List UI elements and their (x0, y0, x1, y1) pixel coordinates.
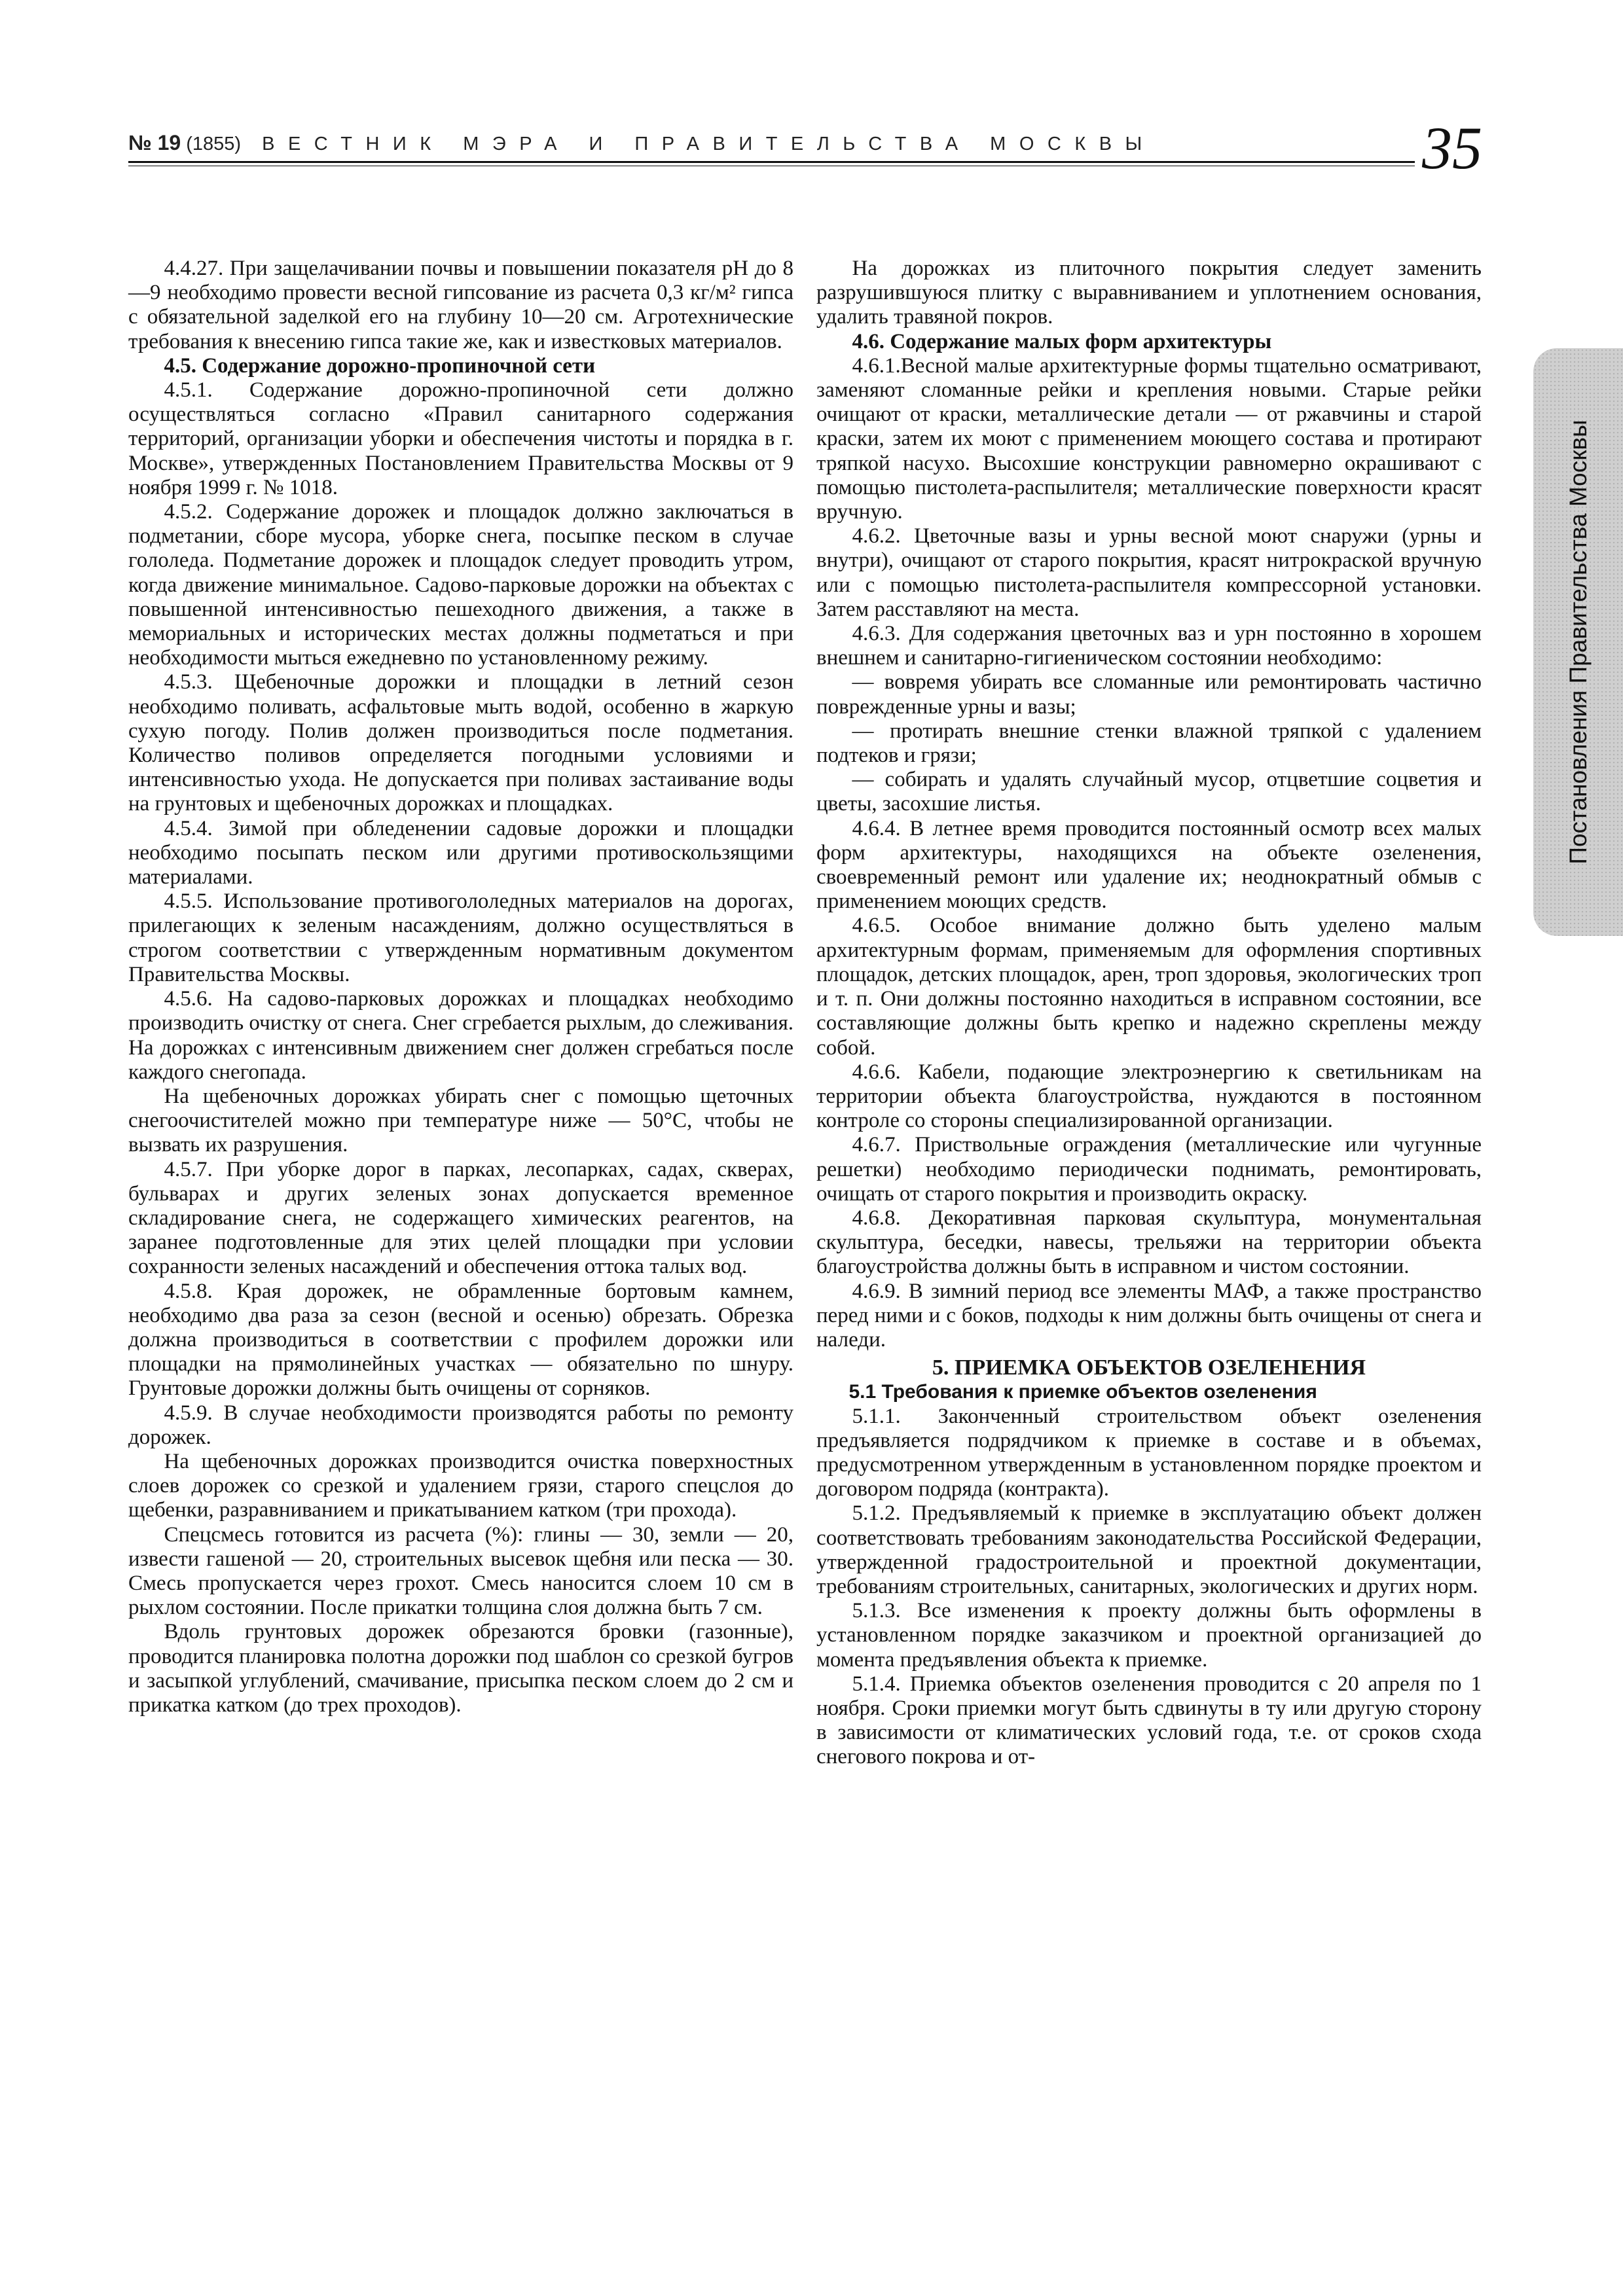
journal-title: ВЕСТНИК МЭРА И ПРАВИТЕЛЬСТВА МОСКВЫ (262, 134, 1156, 154)
paragraph: 4.6.4. В летнее время проводится постоянный осмотр всех малых форм архитектуры, находящихся на объекте озеленения, своевременный ремонт или удаление их; неоднократный обмыв с применением моющих средств. (816, 816, 1482, 914)
paragraph: — собирать и удалять случайный мусор, отцветшие соцветия и цветы, засохшие листья. (816, 768, 1482, 816)
paragraph: 4.6.5. Особое внимание должно быть уделено малым архитектурным формам, применяемым для оформления спортивных площадок, детских площадок, арен, троп здоровья, экологических троп и т. п. Они должны постоянно находиться в исправном состоянии, все составляющие должны быть крепко и надежно скреплены между собой. (816, 914, 1482, 1060)
header-line (128, 131, 1156, 155)
paragraph: 4.6.8. Декоративная парковая скульптура, монументальная скульптура, беседки, навесы, трельяжи на территории объекта благоустройства должны быть в исправном и чистом состоянии. (816, 1206, 1482, 1279)
side-tab-label: Постановления Правительства Москвы (1564, 420, 1592, 865)
paragraph: Спецсмесь готовится из расчета (%): глины — 30, земли — 20, извести гашеной — 20, строительных высевок щебня или песка — 30. Смесь пропускается через грохот. Смесь наносится слоем 10 см в рыхлом состоянии. После прикатки толщина слоя должна быть 7 см. (128, 1522, 793, 1620)
paragraph: — протирать внешние стенки влажной тряпкой с удалением подтеков и грязи; (816, 719, 1482, 768)
header-rule (128, 161, 1415, 163)
paragraph: 5.1.3. Все изменения к проекту должны быть оформлены в установленном порядке заказчиком и проектной организацией до момента предъявления объекта к приемке. (816, 1599, 1482, 1672)
section-heading: 4.6. Содержание малых форм архитектуры (852, 329, 1272, 353)
paragraph: 4.5.8. Края дорожек, не обрамленные бортовым камнем, необходимо два раза за сезон (весной и осенью) обрезать. Обрезка должна производиться в соответствии с профилем дорожки или площадки на прямолинейных участках — обязательно по шнуру. Грунтовые дорожки должны быть очищены от сорняков. (128, 1279, 793, 1401)
running-header (128, 128, 1415, 168)
paragraph: 4.6.1.Весной малые архитектурные формы тщательно осматривают, заменяют сломанные рейки и крепления новыми. Старые рейки очищают от краски, металлические детали — от ржавчины и старой краски, затем их моют с применением моющего состава и протирают тряпкой насухо. Высохшие конструкции равномерно окрашивают с помощью пистолета-распылителя; металлические поверхности красят вручную. (816, 353, 1482, 524)
paragraph: 4.5.7. При уборке дорог в парках, лесопарках, садах, скверах, бульварах и других зеленых зонах допускается временное складирование снега, не содержащего химических реагентов, на заранее подготовленные для этих целей площадки при условии сохранности зеленых насаждений и обеспечения оттока талых вод. (128, 1157, 793, 1279)
paragraph: 4.5.5. Использование противогололедных материалов на дорогах, прилегающих к зеленым насаждениям, должно осуществляться в строгом соответствии с утвержденным нормативным документом Правительства Москвы. (128, 889, 793, 986)
paragraph: На щебеночных дорожках убирать снег с помощью щеточных снегоочистителей можно при температуре ниже — 50°С, чтобы не вызвать их разрушения. (128, 1084, 793, 1157)
paragraph: На щебеночных дорожках производится очистка поверхностных слоев дорожек со срезкой и удалением грязи, старого спецслоя до щебенки, разравниванием и прикатыванием катком (три прохода). (128, 1449, 793, 1522)
paragraph: 5.1.1. Законченный строительством объект озеленения предъявляется подрядчиком к приемке в составе и в объемах, предусмотренном утвержденным в установленном порядке проектом и договором подряда (контракта). (816, 1404, 1482, 1501)
paragraph: 4.6.9. В зимний период все элементы МАФ, а также пространство перед ними и с боков, подходы к ним должны быть очищены от снега и наледи. (816, 1279, 1482, 1352)
issue-number: (1855) (186, 134, 242, 154)
paragraph: Вдоль грунтовых дорожек обрезаются бровки (газонные), проводится планировка полотна дорожки под шаблон со срезкой бугров и засыпкой углублений, смачивание, присыпка песком слоем до 2 см и прикатка катком (до трех проходов). (128, 1620, 793, 1717)
section-side-tab (1533, 348, 1623, 936)
paragraph: 4.5.2. Содержание дорожек и площадок должно заключаться в подметании, сборе мусора, уборке снега, посыпке песком в случае гололеда. Подметание дорожек и площадок следует проводить утром, когда движение минимальное. Садово-парковые дорожки на объектах с повышенной интенсивностью пешеходного движения, а также в мемориальных и исторических местах должны подметаться и при необходимости мыться ежедневно по установленному режиму. (128, 500, 793, 670)
paragraph: 4.5.6. На садово-парковых дорожках и площадках необходимо производить очистку от снега. Снег сгребается рыхлым, до слеживания. На дорожках с интенсивным движением снег должен сгребаться после каждого снегопада. (128, 987, 794, 1084)
paragraph: 4.6.3. Для содержания цветочных ваз и урн постоянно в хорошем внешнем и санитарно-гигиеническом состоянии необходимо: (816, 622, 1482, 670)
left-column (128, 257, 793, 1717)
paragraph: — вовремя убирать все сломанные или ремонтировать частично поврежденные урны и вазы; (816, 670, 1482, 719)
page-number: 35 (1422, 115, 1482, 181)
section-heading: 5.1 Требования к приемке объектов озеленения (848, 1381, 1317, 1403)
paragraph: 4.6.6. Кабели, подающие электроэнергию к светильникам на территории объекта благоустройства, нуждаются в постоянном контроле со стороны специализированной организации. (816, 1060, 1482, 1133)
paragraph: 4.5.9. В случае необходимости производятся работы по ремонту дорожек. (128, 1401, 793, 1449)
paragraph: 5.1.2. Предъявляемый к приемке в эксплуатацию объект должен соответствовать требованиям законодательства Российской Федерации, утвержденной градостроительной и проектной документации, требованиям строительных, санитарных, экологических и других норм. (816, 1501, 1482, 1598)
paragraph: 4.6.7. Приствольные ограждения (металлические или чугунные решетки) необходимо периодически поднимать, ремонтировать, очищать от старого покрытия и производить окраску. (816, 1133, 1482, 1206)
paragraph: 5.1.4. Приемка объектов озеленения проводится с 20 апреля по 1 ноября. Сроки приемки могут быть сдвинуты в ту или другую сторону в зависимости от климатических условий года, т.е. от сроков схода снегового покрова и от- (816, 1672, 1482, 1769)
paragraph: 4.5.1. Содержание дорожно-пропиночной сети должно осуществляться согласно «Правил санитарного содержания территорий, организации уборки и обеспечения чистоты и порядка в г. Москве», утвержденных Постановлением Правительства Москвы от 9 ноября 1999 г. № 1018. (128, 378, 793, 499)
right-column (816, 257, 1482, 1770)
section-heading: 4.5. Содержание дорожно-пропиночной сети (164, 353, 596, 378)
paragraph: 4.4.27. При защелачивании почвы и повышении показателя pH до 8—9 необходимо провести весной гипсование из расчета 0,3 кг/м² гипса с обязательной заделкой его на глубину 10—20 см. Агротехнические требования к внесению гипса такие же, как и известковых материалов. (128, 257, 793, 353)
section-title: 5. ПРИЕМКА ОБЪЕКТОВ ОЗЕЛЕНЕНИЯ (932, 1355, 1366, 1380)
paragraph: 4.6.2. Цветочные вазы и урны весной моют снаружи (урны и внутри), очищают от старого покрытия, красят нитрокраской вручную или с помощью пистолета-распылителя компрессорной установки. Затем расставляют на места. (816, 524, 1482, 621)
paragraph: 4.5.4. Зимой при обледенении садовые дорожки и площадки необходимо посыпать песком или другими противоскользящими материалами. (128, 816, 793, 889)
paragraph: На дорожках из плиточного покрытия следует заменить разрушившуюся плитку с выравниванием и уплотнением основания, удалить травяной покров. (816, 257, 1482, 329)
issue-label: № 19 (128, 131, 181, 154)
paragraph: 4.5.3. Щебеночные дорожки и площадки в летний сезон необходимо поливать, асфальтовые мыть водой, особенно в жаркую сухую погоду. Полив должен производиться после подметания. Количество поливов определяется погодными условиями и интенсивностью ухода. Не допускается при поливах застаивание воды на грунтовых и щебеночных дорожках и площадках. (128, 670, 793, 816)
